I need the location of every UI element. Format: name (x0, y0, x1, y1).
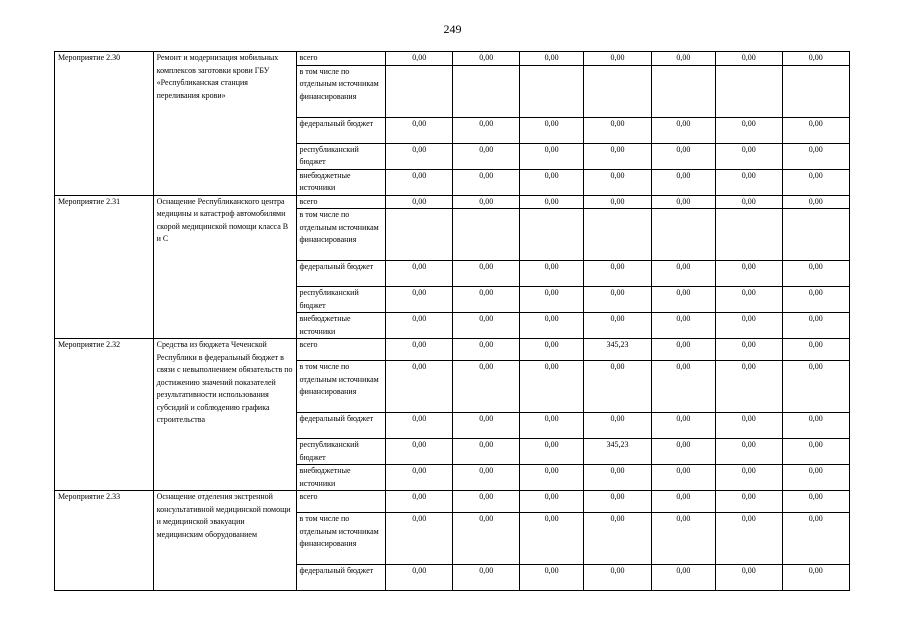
table-row (55, 195, 850, 209)
funding-source-cell: в том числе по отдельным источникам финансирования (296, 361, 386, 413)
amount-cell: 0,00 (453, 439, 519, 465)
amount-cell: 0,00 (584, 169, 651, 195)
amount-cell: 0,00 (453, 195, 519, 209)
event-id-cell: Мероприятие 2.32 (55, 339, 154, 491)
funding-source-cell: внебюджетные источники (296, 465, 386, 491)
amount-cell: 0,00 (386, 52, 453, 66)
amount-cell: 0,00 (716, 287, 782, 313)
amount-cell: 0,00 (782, 565, 850, 591)
event-name-cell: Средства из бюджета Чеченской Республики в федеральный бюджет в связи с невыполнением обязательств по достижению значений показателей результативности использования субсидий и соблюдению графика строительства (153, 339, 296, 491)
event-id-cell: Мероприятие 2.30 (55, 52, 154, 196)
amount-cell: 0,00 (519, 491, 583, 513)
amount-cell: 345,23 (584, 439, 651, 465)
amount-cell: 0,00 (584, 565, 651, 591)
amount-cell: 0,00 (651, 313, 715, 339)
funding-source-cell: всего (296, 195, 386, 209)
amount-cell: 0,00 (716, 361, 782, 413)
amount-cell: 0,00 (519, 565, 583, 591)
amount-cell: 0,00 (716, 117, 782, 143)
amount-cell: 0,00 (716, 513, 782, 565)
amount-cell: 0,00 (386, 491, 453, 513)
event-id-cell: Мероприятие 2.31 (55, 195, 154, 339)
amount-cell: 0,00 (453, 117, 519, 143)
amount-cell: 0,00 (782, 465, 850, 491)
funding-source-cell: в том числе по отдельным источникам финансирования (296, 513, 386, 565)
amount-cell: 0,00 (782, 195, 850, 209)
amount-cell: 345,23 (584, 339, 651, 361)
amount-cell: 0,00 (519, 361, 583, 413)
budget-table-body (55, 52, 850, 591)
amount-cell: 0,00 (519, 287, 583, 313)
amount-cell (584, 65, 651, 117)
amount-cell: 0,00 (519, 413, 583, 439)
funding-source-cell: внебюджетные источники (296, 169, 386, 195)
amount-cell: 0,00 (584, 287, 651, 313)
amount-cell: 0,00 (386, 261, 453, 287)
amount-cell: 0,00 (386, 313, 453, 339)
table-row (55, 52, 850, 66)
amount-cell: 0,00 (716, 465, 782, 491)
amount-cell (584, 209, 651, 261)
amount-cell (782, 209, 850, 261)
amount-cell: 0,00 (584, 52, 651, 66)
table-row (55, 339, 850, 361)
amount-cell: 0,00 (716, 169, 782, 195)
amount-cell: 0,00 (782, 52, 850, 66)
amount-cell: 0,00 (386, 565, 453, 591)
amount-cell: 0,00 (651, 169, 715, 195)
funding-source-cell: республиканский бюджет (296, 143, 386, 169)
amount-cell: 0,00 (651, 565, 715, 591)
funding-source-cell: всего (296, 491, 386, 513)
amount-cell: 0,00 (453, 413, 519, 439)
amount-cell: 0,00 (782, 287, 850, 313)
amount-cell: 0,00 (453, 513, 519, 565)
amount-cell: 0,00 (453, 261, 519, 287)
funding-source-cell: федеральный бюджет (296, 565, 386, 591)
amount-cell: 0,00 (386, 169, 453, 195)
amount-cell: 0,00 (453, 52, 519, 66)
amount-cell: 0,00 (386, 287, 453, 313)
amount-cell: 0,00 (453, 169, 519, 195)
amount-cell: 0,00 (453, 465, 519, 491)
amount-cell: 0,00 (651, 491, 715, 513)
amount-cell: 0,00 (782, 313, 850, 339)
amount-cell: 0,00 (584, 413, 651, 439)
funding-source-cell: республиканский бюджет (296, 287, 386, 313)
amount-cell: 0,00 (782, 143, 850, 169)
amount-cell: 0,00 (519, 439, 583, 465)
amount-cell: 0,00 (651, 52, 715, 66)
amount-cell: 0,00 (386, 361, 453, 413)
amount-cell: 0,00 (782, 169, 850, 195)
amount-cell: 0,00 (651, 513, 715, 565)
amount-cell: 0,00 (584, 513, 651, 565)
amount-cell: 0,00 (584, 143, 651, 169)
amount-cell (453, 65, 519, 117)
amount-cell: 0,00 (386, 413, 453, 439)
amount-cell: 0,00 (386, 339, 453, 361)
amount-cell: 0,00 (782, 361, 850, 413)
amount-cell: 0,00 (519, 339, 583, 361)
amount-cell: 0,00 (519, 143, 583, 169)
amount-cell: 0,00 (651, 261, 715, 287)
amount-cell: 0,00 (584, 117, 651, 143)
funding-source-cell: в том числе по отдельным источникам финансирования (296, 65, 386, 117)
amount-cell: 0,00 (519, 117, 583, 143)
amount-cell: 0,00 (651, 339, 715, 361)
amount-cell: 0,00 (716, 143, 782, 169)
page-number: 249 (443, 22, 462, 36)
amount-cell (386, 65, 453, 117)
amount-cell: 0,00 (716, 413, 782, 439)
amount-cell (716, 65, 782, 117)
amount-cell: 0,00 (386, 513, 453, 565)
amount-cell: 0,00 (716, 52, 782, 66)
amount-cell: 0,00 (716, 439, 782, 465)
amount-cell: 0,00 (453, 287, 519, 313)
amount-cell: 0,00 (519, 169, 583, 195)
amount-cell: 0,00 (453, 491, 519, 513)
amount-cell: 0,00 (782, 117, 850, 143)
amount-cell (716, 209, 782, 261)
amount-cell: 0,00 (584, 261, 651, 287)
funding-source-cell: всего (296, 339, 386, 361)
funding-source-cell: федеральный бюджет (296, 261, 386, 287)
amount-cell: 0,00 (782, 513, 850, 565)
amount-cell: 0,00 (453, 339, 519, 361)
event-name-cell: Ремонт и модернизация мобильных комплексов заготовки крови ГБУ «Республиканская станция переливания крови» (153, 52, 296, 196)
amount-cell (782, 65, 850, 117)
amount-cell (651, 209, 715, 261)
event-name-cell: Оснащение отделения экстренной консультативной медицинской помощи и медицинской эвакуации медицинским оборудованием (153, 491, 296, 591)
amount-cell: 0,00 (651, 287, 715, 313)
amount-cell: 0,00 (716, 339, 782, 361)
amount-cell: 0,00 (584, 195, 651, 209)
amount-cell: 0,00 (716, 261, 782, 287)
amount-cell: 0,00 (651, 361, 715, 413)
amount-cell: 0,00 (651, 439, 715, 465)
amount-cell: 0,00 (782, 413, 850, 439)
amount-cell: 0,00 (651, 195, 715, 209)
amount-cell (386, 209, 453, 261)
funding-source-cell: республиканский бюджет (296, 439, 386, 465)
amount-cell: 0,00 (651, 413, 715, 439)
amount-cell: 0,00 (453, 143, 519, 169)
amount-cell: 0,00 (386, 439, 453, 465)
amount-cell: 0,00 (519, 52, 583, 66)
event-id-cell: Мероприятие 2.33 (55, 491, 154, 591)
amount-cell: 0,00 (651, 143, 715, 169)
amount-cell: 0,00 (519, 513, 583, 565)
amount-cell: 0,00 (453, 313, 519, 339)
table-row (55, 491, 850, 513)
funding-source-cell: федеральный бюджет (296, 413, 386, 439)
amount-cell: 0,00 (651, 465, 715, 491)
funding-source-cell: внебюджетные источники (296, 313, 386, 339)
amount-cell: 0,00 (782, 439, 850, 465)
amount-cell: 0,00 (386, 117, 453, 143)
budget-table (54, 51, 850, 591)
amount-cell: 0,00 (584, 465, 651, 491)
amount-cell: 0,00 (453, 361, 519, 413)
amount-cell: 0,00 (584, 361, 651, 413)
amount-cell: 0,00 (386, 465, 453, 491)
amount-cell: 0,00 (782, 261, 850, 287)
amount-cell: 0,00 (716, 313, 782, 339)
amount-cell: 0,00 (519, 465, 583, 491)
amount-cell (453, 209, 519, 261)
amount-cell: 0,00 (453, 565, 519, 591)
amount-cell: 0,00 (584, 491, 651, 513)
amount-cell: 0,00 (716, 491, 782, 513)
amount-cell: 0,00 (386, 143, 453, 169)
amount-cell: 0,00 (584, 313, 651, 339)
amount-cell: 0,00 (782, 491, 850, 513)
amount-cell (651, 65, 715, 117)
amount-cell: 0,00 (519, 261, 583, 287)
amount-cell: 0,00 (716, 565, 782, 591)
amount-cell: 0,00 (651, 117, 715, 143)
event-name-cell: Оснащение Республиканского центра медицины и катастроф автомобилями скорой медицинской помощи класса В и С (153, 195, 296, 339)
funding-source-cell: в том числе по отдельным источникам финансирования (296, 209, 386, 261)
amount-cell (519, 209, 583, 261)
funding-source-cell: всего (296, 52, 386, 66)
amount-cell: 0,00 (519, 195, 583, 209)
amount-cell: 0,00 (386, 195, 453, 209)
amount-cell (519, 65, 583, 117)
amount-cell: 0,00 (716, 195, 782, 209)
funding-source-cell: федеральный бюджет (296, 117, 386, 143)
amount-cell: 0,00 (519, 313, 583, 339)
amount-cell: 0,00 (782, 339, 850, 361)
